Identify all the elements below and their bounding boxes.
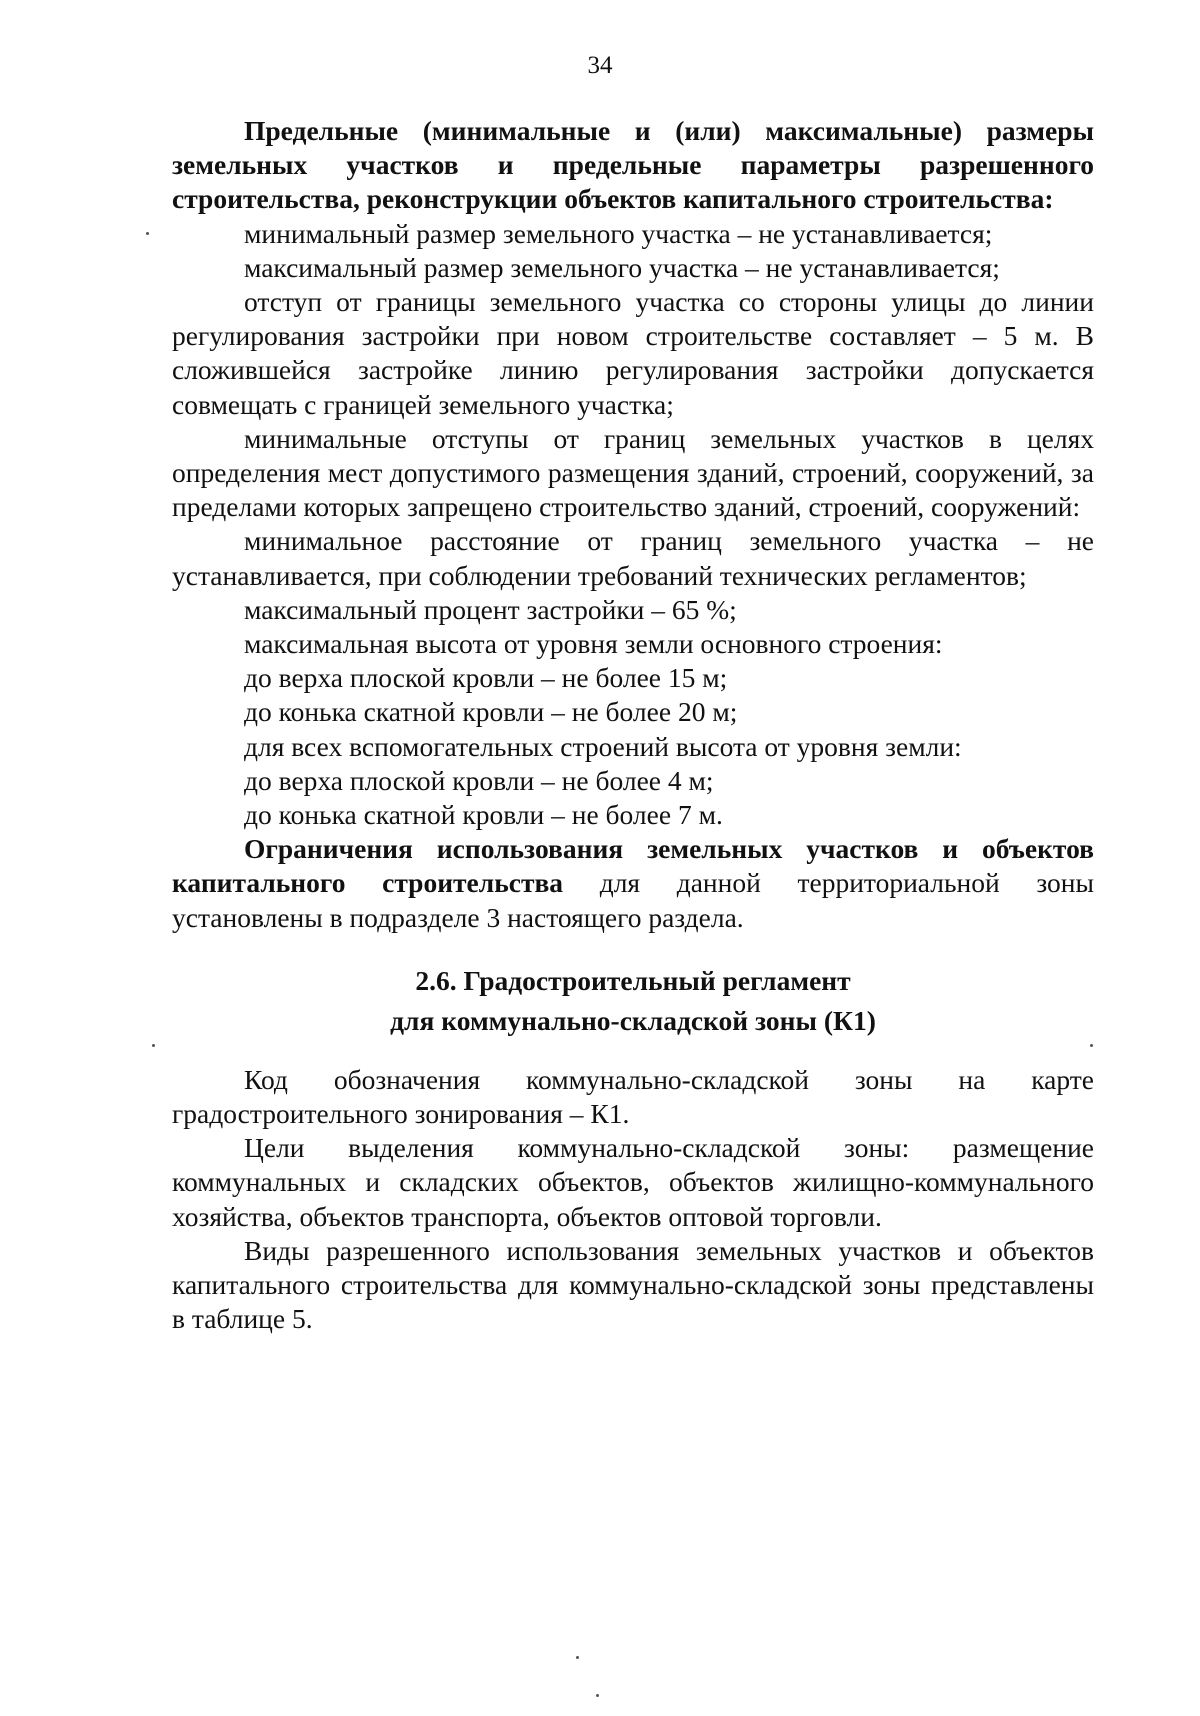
document-body bbox=[172, 114, 1094, 1337]
section-heading-line-1: 2.6. Градостроительный регламент bbox=[415, 964, 851, 996]
paragraph: до верха плоской кровли – не более 4 м; bbox=[244, 764, 714, 796]
restrictions-text: для данной территориальной зоны установлены в подразделе 3 настоящего раздела. bbox=[172, 867, 1094, 933]
paragraph: Виды разрешенного использования земельных участков и объектов капитального строительства для коммунально-складской зоны представлены в таблице 5. bbox=[172, 1234, 1094, 1335]
paragraph: для всех вспомогательных строений высота от уровня земли: bbox=[244, 730, 962, 762]
scan-speck bbox=[1090, 1044, 1093, 1047]
section-heading-line-2: для коммунально-складской зоны (К1) bbox=[390, 1004, 876, 1036]
spacer bbox=[172, 935, 1094, 961]
scan-speck bbox=[152, 1044, 155, 1047]
scan-speck bbox=[596, 1694, 599, 1697]
paragraph: максимальный процент застройки – 65 %; bbox=[244, 593, 737, 625]
paragraph: минимальный размер земельного участка – не устанавливается; bbox=[244, 217, 993, 249]
page-number: 34 bbox=[587, 52, 613, 79]
section-limits-title: Предельные (минимальные и (или) максимальные) размеры земельных участков и предельные параметры разрешенного строительства, реконструкции объектов капитального строительства: bbox=[172, 115, 1094, 215]
spacer bbox=[172, 1041, 1094, 1063]
paragraph: до конька скатной кровли – не более 7 м. bbox=[244, 799, 723, 831]
paragraph: минимальные отступы от границ земельных участков в целях определения мест допустимого размещения зданий, строений, сооружений, за пределами которых запрещено строительство зданий, строений, сооружений: bbox=[172, 422, 1094, 523]
paragraph: отступ от границы земельного участка со стороны улицы до линии регулирования застройки при новом строительстве составляет – 5 м. В сложившейся застройке линию регулирования застройки допускается совмещать с границей земельного участка; bbox=[172, 286, 1094, 420]
paragraph: до верха плоской кровли – не более 15 м; bbox=[244, 662, 728, 694]
paragraph: минимальное расстояние от границ земельного участка – не устанавливается, при соблюдении требований технических регламентов; bbox=[172, 525, 1094, 591]
restrictions-bold-text: Ограничения использования земельных участков и объектов капитального строительства bbox=[172, 833, 1094, 899]
scan-speck bbox=[146, 232, 149, 235]
paragraph: максимальная высота от уровня земли основного строения: bbox=[244, 628, 943, 660]
restrictions-paragraph bbox=[172, 832, 1094, 935]
scan-speck bbox=[576, 1656, 579, 1659]
paragraph: до конька скатной кровли – не более 20 м; bbox=[244, 696, 738, 728]
paragraph: Цели выделения коммунально-складской зоны: размещение коммунальных и складских объектов, объектов жилищно-коммунального хозяйства, объектов транспорта, объектов оптовой торговли. bbox=[172, 1132, 1094, 1232]
paragraph: максимальный размер земельного участка – не устанавливается; bbox=[244, 251, 1000, 283]
paragraph: Код обозначения коммунально-складской зоны на карте градостроительного зонирования – К1. bbox=[172, 1063, 1094, 1130]
